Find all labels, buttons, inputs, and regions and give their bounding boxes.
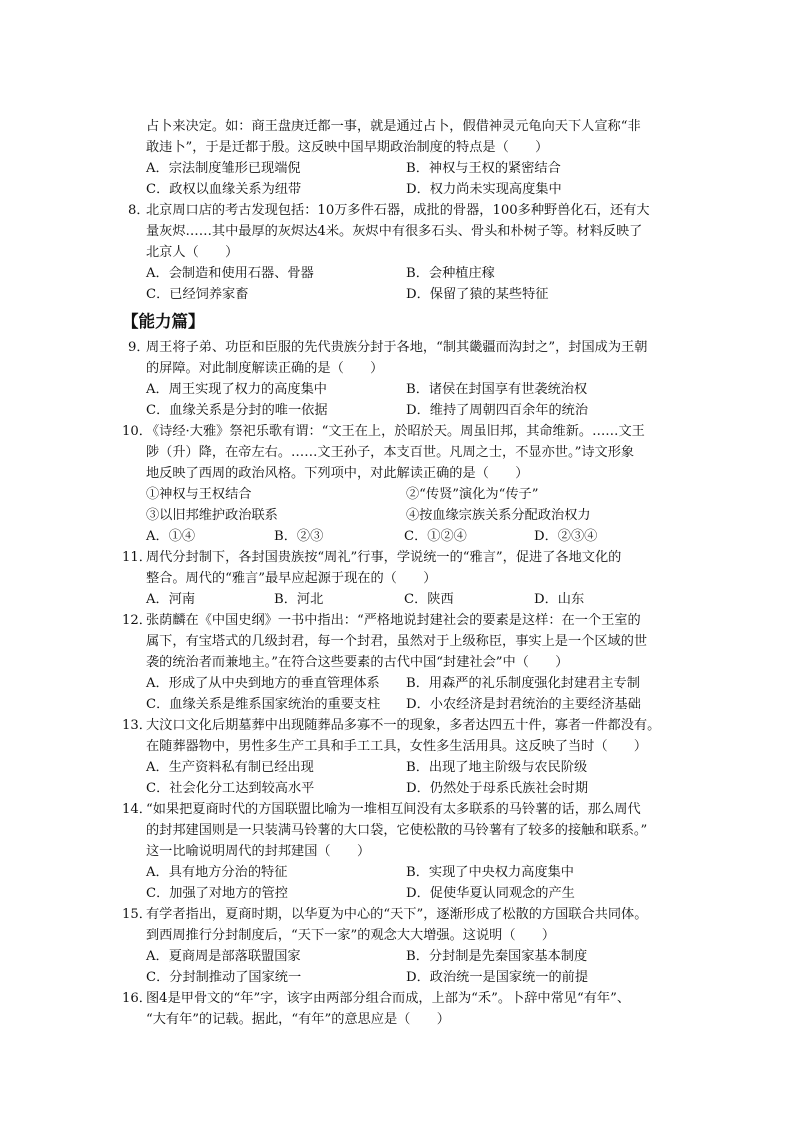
question-12-line-3: 袭的统治者而兼地主。”在符合这些要素的古代中国“封建社会”中（ ） <box>146 655 569 670</box>
question-9-option-b[interactable]: B．诸侯在封国享有世袭统治权 <box>406 382 588 397</box>
question-11 <box>122 547 676 610</box>
question-11-option-b[interactable]: B．河北 <box>274 592 324 607</box>
question-8 <box>128 200 676 305</box>
question-15-option-c[interactable]: C．分封制推动了国家统一 <box>146 970 302 985</box>
question-8-number: 8． <box>128 203 150 218</box>
question-10-option-b[interactable]: B．②③ <box>274 529 324 544</box>
question-10-line-1: 《诗经·大雅》祭祀乐歌有谓：“文王在上，於昭於天。周虽旧邦，其命维新。……文王 <box>146 424 645 439</box>
question-14-line-3: 这一比喻说明周代的封邦建国（ ） <box>146 844 371 859</box>
question-15-option-a[interactable]: A．夏商周是部落联盟国家 <box>146 949 301 964</box>
question-7-option-c[interactable]: C．政权以血缘关系为纽带 <box>146 182 302 197</box>
question-16-stem <box>122 988 676 1030</box>
question-10-option-c[interactable]: C．①②④ <box>404 529 467 544</box>
question-10-stem <box>122 421 676 484</box>
question-8-options <box>146 263 676 305</box>
question-8-option-d[interactable]: D．保留了猿的某些特征 <box>406 287 549 302</box>
question-13-number: 13． <box>122 718 152 733</box>
question-7-tail <box>146 116 676 200</box>
question-13-option-c[interactable]: C．社会化分工达到较高水平 <box>146 781 315 796</box>
question-15-line-2: 到西周推行分封制度后，“天下一家”的观念大大增强。这说明（ ） <box>146 928 556 943</box>
question-16-line-2: “大有年”的记载。据此，“有年”的意思应是（ ） <box>146 1012 450 1027</box>
question-9-option-c[interactable]: C．血缘关系是分封的唯一依据 <box>146 403 328 418</box>
question-10-options <box>146 526 676 547</box>
question-12-options <box>146 673 676 715</box>
question-14-number: 14． <box>122 802 152 817</box>
question-8-line-2: 量灰烬……其中最厚的灰烬达4米。灰烬中有很多石头、骨头和朴树子等。材料反映了 <box>146 224 643 239</box>
question-11-option-d[interactable]: D．山东 <box>534 592 585 607</box>
question-7-line-2: 敢违卜”，于是迁都于殷。这反映中国早期政治制度的特点是（ ） <box>146 140 549 155</box>
question-12 <box>122 610 676 715</box>
question-10-statement-2: ②“传贤”演化为“传子” <box>406 487 539 502</box>
question-14-stem <box>122 799 676 862</box>
question-14-option-c[interactable]: C．加强了对地方的管控 <box>146 886 288 901</box>
question-14-line-2: 的封邦建国则是一只装满马铃薯的大口袋，它使松散的马铃薯有了较多的接触和联系。” <box>146 823 648 838</box>
question-8-stem <box>128 200 676 263</box>
question-10-number: 10． <box>122 424 152 439</box>
question-11-number: 11． <box>122 550 152 565</box>
question-16 <box>122 988 676 1030</box>
question-13-line-2: 在随葬器物中，男性多生产工具和手工工具，女性多生活用具。这反映了当时（ ） <box>146 739 648 754</box>
question-7-option-a[interactable]: A．宗法制度雏形已现端倪 <box>146 161 301 176</box>
question-11-option-a[interactable]: A．河南 <box>146 592 196 607</box>
question-13-option-b[interactable]: B．出现了地主阶级与农民阶级 <box>406 760 588 775</box>
exam-page <box>122 116 676 1030</box>
question-13 <box>122 715 676 799</box>
question-9-line-2: 的屏障。对此制度解读正确的是（ ） <box>146 361 384 376</box>
question-14-option-a[interactable]: A．具有地方分治的特征 <box>146 865 288 880</box>
question-10-line-3: 地反映了西周的政治风格。下列项中，对此解读正确的是（ ） <box>146 466 529 481</box>
question-10-statement-3: ③以旧邦维护政治联系 <box>146 508 278 523</box>
question-10-line-2: 陟（升）降，在帝左右。……文王孙子，本支百世。凡周之士，不显亦世。”诗文形象 <box>146 445 635 460</box>
question-15-option-d[interactable]: D．政治统一是国家统一的前提 <box>406 970 589 985</box>
question-13-line-1: 大汶口文化后期墓葬中出现随葬品多寡不一的现象，多者达四五十件，寡者一件都没有。 <box>146 718 661 733</box>
question-11-line-1: 周代分封制下，各封国贵族按“周礼”行事，学说统一的“雅言”，促进了各地文化的 <box>146 550 622 565</box>
question-15-stem <box>122 904 676 946</box>
question-13-option-a[interactable]: A．生产资料私有制已经出现 <box>146 760 314 775</box>
question-7-stem <box>146 116 676 158</box>
question-7-option-d[interactable]: D．权力尚未实现高度集中 <box>406 182 562 197</box>
question-10-option-a[interactable]: A．①④ <box>146 529 196 544</box>
question-9 <box>128 337 676 421</box>
question-16-number: 16． <box>122 991 152 1006</box>
question-9-stem <box>128 337 676 379</box>
question-8-option-c[interactable]: C．已经饲养家畜 <box>146 287 249 302</box>
question-13-option-d[interactable]: D．仍然处于母系氏族社会时期 <box>406 781 589 796</box>
question-15-options <box>146 946 676 988</box>
question-10-statements <box>146 484 676 526</box>
question-10 <box>122 421 676 547</box>
question-14-line-1: “如果把夏商时代的方国联盟比喻为一堆相互间没有太多联系的马铃薯的话，那么周代 <box>146 802 641 817</box>
question-10-statement-1: ①神权与王权结合 <box>146 487 252 502</box>
question-15-line-1: 有学者指出，夏商时期，以华夏为中心的“天下”，逐渐形成了松散的方国联合共同体。 <box>146 907 648 922</box>
question-12-line-1: 张荫麟在《中国史纲》一书中指出：“严格地说封建社会的要素是这样：在一个王室的 <box>146 613 641 628</box>
question-7-line-1: 占卜来决定。如：商王盘庚迁都一事，就是通过占卜，假借神灵元龟向天下人宣称“非 <box>146 119 641 134</box>
question-9-number: 9． <box>128 340 150 355</box>
question-15-number: 15． <box>122 907 152 922</box>
question-9-options <box>146 379 676 421</box>
question-16-line-1: 图4是甲骨文的“年”字，该字由两部分组合而成，上部为“禾”。卜辞中常见“有年”、 <box>146 991 631 1006</box>
question-8-option-b[interactable]: B．会种植庄稼 <box>406 266 495 281</box>
question-12-line-2: 属下，有宝塔式的几级封君，每一个封君，虽然对于上级称臣，事实上是一个区域的世 <box>146 634 648 649</box>
question-14-options <box>146 862 676 904</box>
question-11-stem <box>122 547 676 589</box>
question-12-option-c[interactable]: C．血缘关系是维系国家统治的重要支柱 <box>146 697 381 712</box>
question-8-line-1: 北京周口店的考古发现包括：10万多件石器，成批的骨器，100多种野兽化石，还有大 <box>146 203 650 218</box>
question-12-option-d[interactable]: D．小农经济是封君统治的主要经济基础 <box>406 697 641 712</box>
question-15 <box>122 904 676 988</box>
question-8-line-3: 北京人（ ） <box>146 245 239 260</box>
question-13-stem <box>122 715 676 757</box>
question-15-option-b[interactable]: B．分封制是先秦国家基本制度 <box>406 949 588 964</box>
question-10-statement-4: ④按血缘宗族关系分配政治权力 <box>406 508 591 523</box>
question-12-option-b[interactable]: B．用森严的礼乐制度强化封建君主专制 <box>406 676 640 691</box>
question-14-option-b[interactable]: B．实现了中央权力高度集中 <box>406 865 574 880</box>
question-12-number: 12． <box>122 613 152 628</box>
question-13-options <box>146 757 676 799</box>
question-8-option-a[interactable]: A．会制造和使用石器、骨器 <box>146 266 314 281</box>
section-title: 【能力篇】 <box>122 312 205 331</box>
question-9-line-1: 周王将子弟、功臣和臣服的先代贵族分封于各地，“制其畿疆而沟封之”，封国成为王朝 <box>146 340 648 355</box>
question-14 <box>122 799 676 904</box>
question-12-stem <box>122 610 676 673</box>
question-11-options <box>146 589 676 610</box>
question-14-option-d[interactable]: D．促使华夏认同观念的产生 <box>406 886 575 901</box>
question-7-options <box>146 158 676 200</box>
question-9-option-a[interactable]: A．周王实现了权力的高度集中 <box>146 382 327 397</box>
question-12-option-a[interactable]: A．形成了从中央到地方的垂直管理体系 <box>146 676 380 691</box>
question-11-option-c[interactable]: C．陕西 <box>404 592 454 607</box>
question-11-line-2: 整合。周代的“雅言”最早应起源于现在的（ ） <box>146 571 437 586</box>
question-9-option-d[interactable]: D．维持了周朝四百余年的统治 <box>406 403 589 418</box>
question-7-option-b[interactable]: B．神权与王权的紧密结合 <box>406 161 561 176</box>
question-10-option-d[interactable]: D．②③④ <box>534 529 598 544</box>
